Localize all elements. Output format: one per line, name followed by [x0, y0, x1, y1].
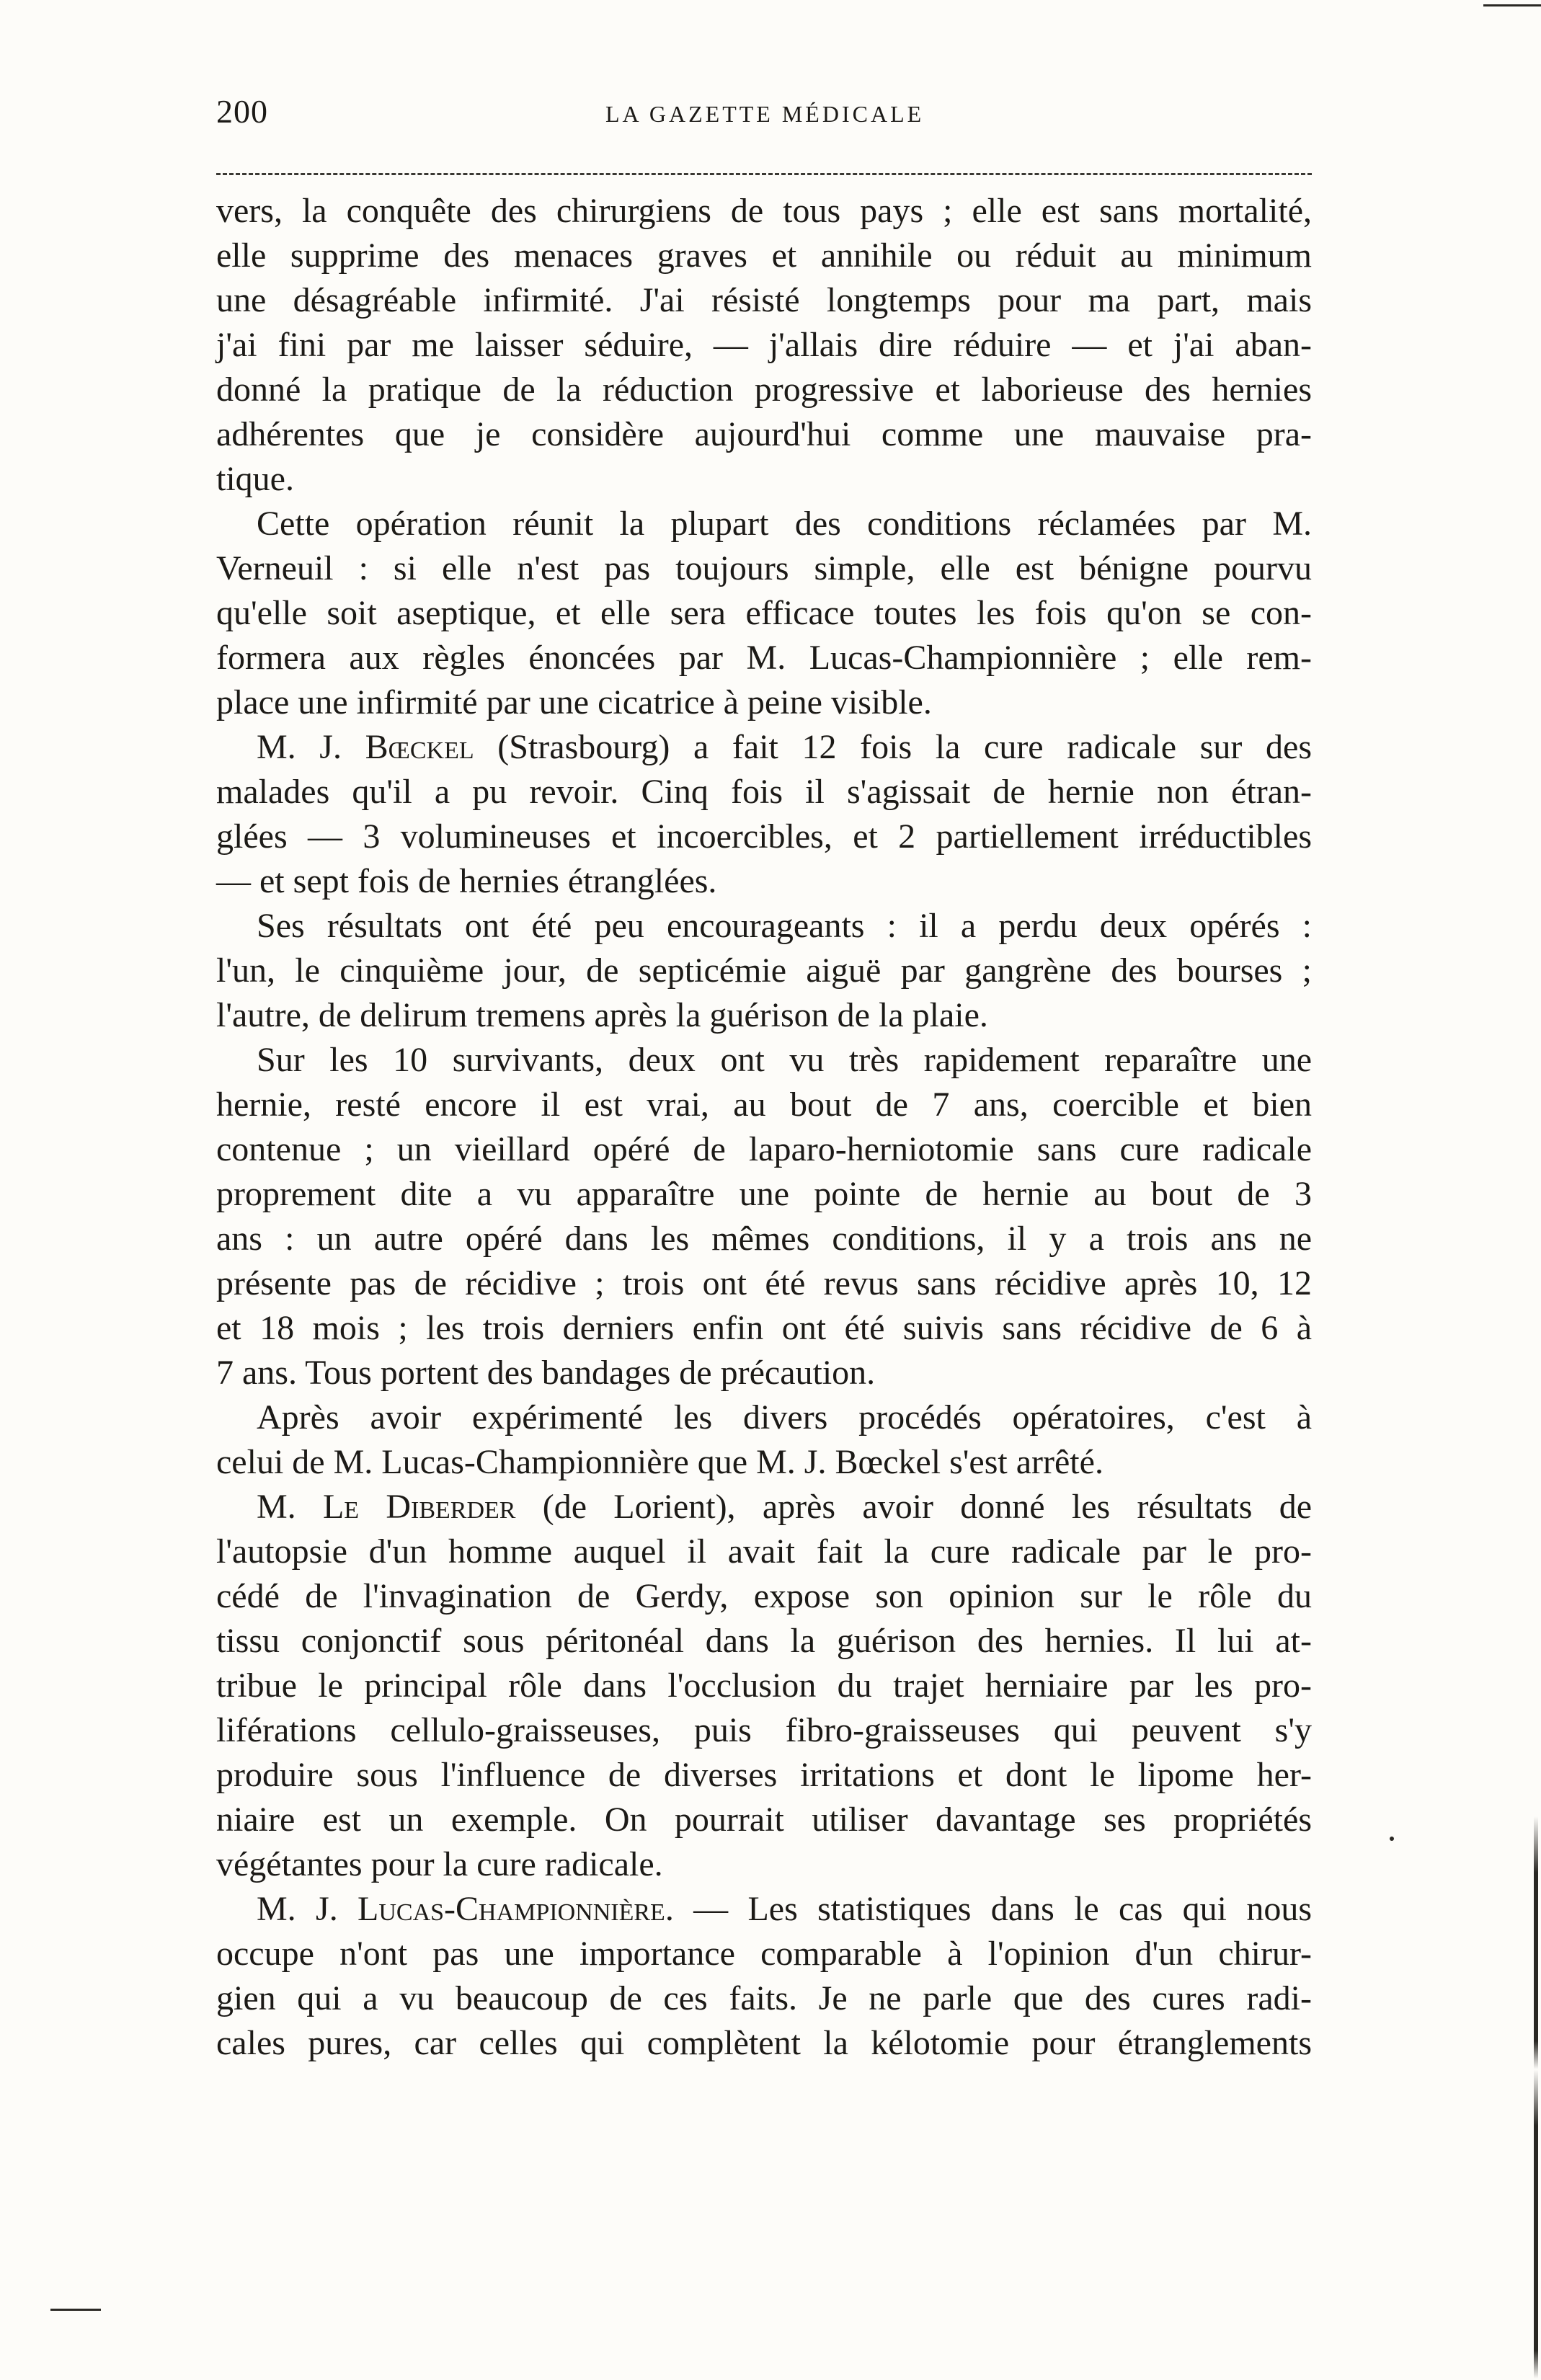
speaker-text: (Strasbourg) a fait 12 fois la cure radicale sur des — [474, 728, 1313, 766]
body-text — [216, 189, 1312, 2066]
text-line: j'ai fini par me laisser séduire, — j'allais dire réduire — et j'ai aban- — [216, 326, 1312, 364]
running-head: LA GAZETTE MÉDICALE — [605, 101, 925, 127]
text-line: celui de M. Lucas-Championnière que M. J. Bœckel s'est arrêté. — [216, 1443, 1103, 1481]
text-line: qu'elle soit aseptique, et elle sera efficace toutes les fois qu'on se con- — [216, 594, 1312, 632]
page-number: 200 — [216, 93, 268, 130]
text-line: l'autre, de delirum tremens après la guérison de la plaie. — [216, 996, 988, 1034]
scan-binding-edge — [1534, 1816, 1538, 2379]
text-line: donné la pratique de la réduction progressive et laborieuse des hernies — [216, 370, 1312, 409]
text-line: glées — 3 volumineuses et incoercibles, et 2 partiellement irréductibles — [216, 817, 1312, 856]
text-line: occupe n'ont pas une importance comparable à l'opinion d'un chirur- — [216, 1935, 1312, 1973]
speaker-text: (de Lorient), après avoir donné les résultats de — [515, 1488, 1313, 1526]
speaker-line — [216, 1887, 1312, 1932]
speaker-line — [216, 725, 1312, 770]
text-line: végétantes pour la cure radicale. — [216, 1845, 663, 1883]
text-line: adhérentes que je considère aujourd'hui comme une mauvaise pra- — [216, 415, 1312, 453]
text-line: — et sept fois de hernies étranglées. — [216, 862, 717, 900]
text-line: tique. — [216, 460, 294, 498]
speaker-prefix: M. — [257, 1488, 323, 1526]
text-line: tissu conjonctif sous péritonéal dans la guérison des hernies. Il lui at- — [216, 1622, 1312, 1660]
speaker-name: Bœckel — [365, 728, 474, 766]
text-line: formera aux règles énoncées par M. Lucas-Championnière ; elle rem- — [216, 639, 1312, 677]
text-line: l'un, le cinquième jour, de septicémie aiguë par gangrène des bourses ; — [216, 951, 1312, 990]
text-line: cales pures, car celles qui complètent la kélotomie pour étranglements — [216, 2024, 1312, 2062]
text-line: gien qui a vu beaucoup de ces faits. Je ne parle que des cures radi- — [216, 1979, 1312, 2017]
text-line: Après avoir expérimenté les divers procédés opératoires, c'est à — [257, 1398, 1312, 1437]
speaker-prefix: M. J. — [257, 1890, 358, 1928]
text-line: ans : un autre opéré dans les mêmes conditions, il y a trois ans ne — [216, 1220, 1312, 1258]
text-line: Verneuil : si elle n'est pas toujours simple, elle est bénigne pourvu — [216, 549, 1312, 587]
text-line: Ses résultats ont été peu encourageants : il a perdu deux opérés : — [257, 907, 1312, 945]
text-line: Cette opération réunit la plupart des conditions réclamées par M. — [257, 505, 1312, 543]
text-line: hernie, resté encore il est vrai, au bout de 7 ans, coercible et bien — [216, 1085, 1312, 1124]
text-line: contenue ; un vieillard opéré de laparo-herniotomie sans cure radicale — [216, 1130, 1312, 1168]
text-line: et 18 mois ; les trois derniers enfin ont été suivis sans récidive de 6 à — [216, 1309, 1312, 1347]
text-line: liférations cellulo-graisseuses, puis fibro-graisseuses qui peuvent s'y — [216, 1711, 1312, 1749]
text-line: cédé de l'invagination de Gerdy, expose son opinion sur le rôle du — [216, 1577, 1312, 1615]
text-line: 7 ans. Tous portent des bandages de précaution. — [216, 1354, 876, 1392]
speaker-line — [216, 1485, 1312, 1529]
text-line: proprement dite a vu apparaître une pointe de hernie au bout de 3 — [216, 1175, 1312, 1213]
text-line: produire sous l'influence de diverses irritations et dont le lipome her- — [216, 1756, 1312, 1794]
speaker-name: Le Diberder — [322, 1488, 516, 1526]
speaker-text: . — Les statistiques dans le cas qui nous — [665, 1890, 1312, 1928]
header-rule — [216, 173, 1312, 175]
text-line: présente pas de récidive ; trois ont été revus sans récidive après 10, 12 — [216, 1264, 1312, 1302]
scan-edge-mark — [1483, 4, 1541, 6]
text-line: tribue le principal rôle dans l'occlusion du trajet herniaire par les pro- — [216, 1666, 1312, 1705]
speaker-prefix: M. J. — [257, 728, 365, 766]
text-line: une désagréable infirmité. J'ai résisté longtemps pour ma part, mais — [216, 281, 1312, 319]
text-line: elle supprime des menaces graves et annihile ou réduit au minimum — [216, 236, 1312, 275]
text-line: niaire est un exemple. On pourrait utiliser davantage ses propriétés — [216, 1800, 1312, 1839]
page-header — [216, 92, 1312, 150]
speaker-name: Lucas-Championnière — [358, 1890, 665, 1928]
text-line: malades qu'il a pu revoir. Cinq fois il s'agissait de hernie non étran- — [216, 773, 1312, 811]
text-line: Sur les 10 survivants, deux ont vu très rapidement reparaître une — [257, 1041, 1312, 1079]
text-line: l'autopsie d'un homme auquel il avait fait la cure radicale par le pro- — [216, 1532, 1312, 1571]
text-line: place une infirmité par une cicatrice à peine visible. — [216, 683, 932, 721]
text-line: vers, la conquête des chirurgiens de tous pays ; elle est sans mortalité, — [216, 192, 1312, 230]
scan-edge-mark — [50, 2309, 101, 2311]
ink-speck — [1390, 1837, 1394, 1841]
